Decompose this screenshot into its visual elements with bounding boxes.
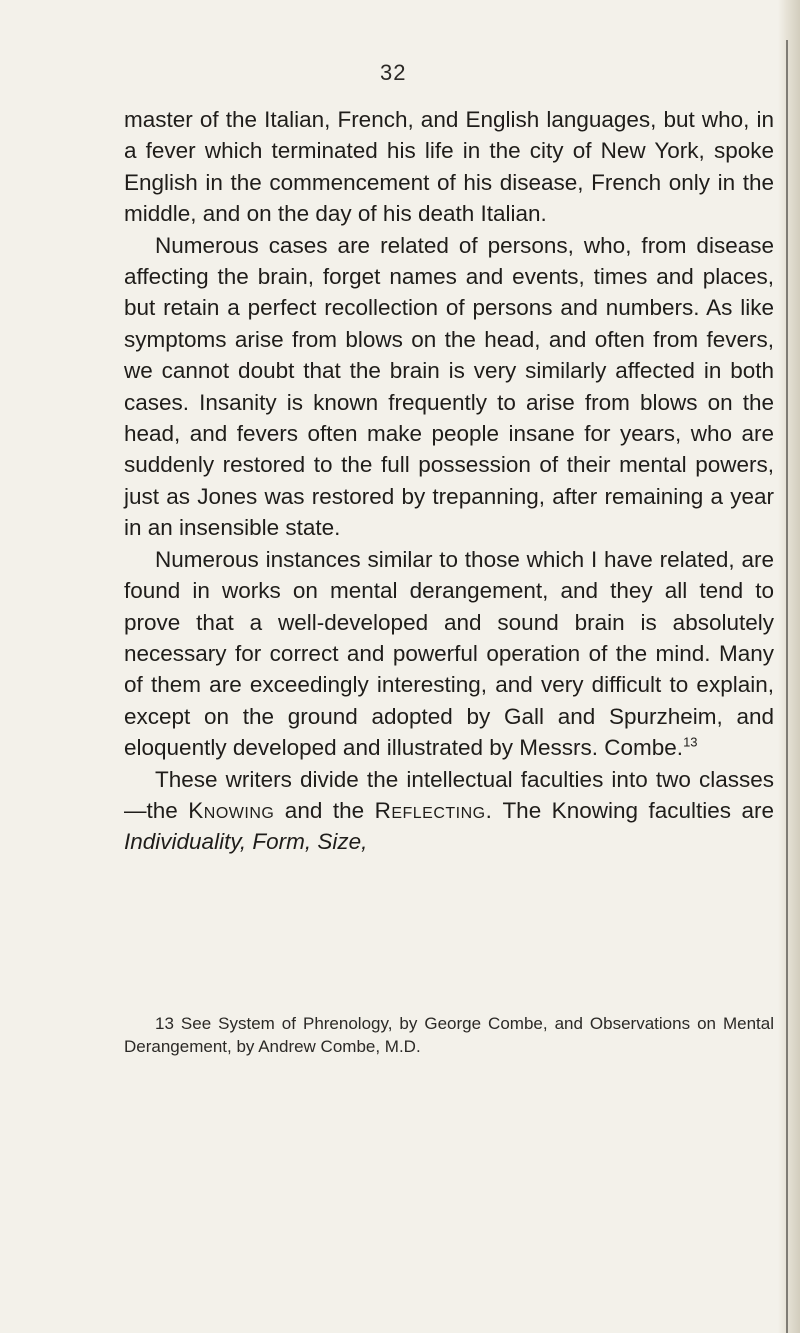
- paragraph-3-text: Numerous instances similar to those which I have related, are found in works on mental derangement, and they all tend to prove that a well-developed and sound brain is absolutely necessary for correct and powerful operation of the mind. Many of them are exceedingly interesting, and very difficult to explain, except on the ground adopted by Gall and Spurzheim, and eloquently developed and illustrated by Messrs. Combe.: [124, 546, 774, 761]
- footnote-number: 13: [155, 1014, 174, 1033]
- paragraph-4-text-a: These writers divide the intellectual faculties into two classes—the: [124, 766, 774, 823]
- page-number: 32: [380, 60, 407, 85]
- paragraph-4-text-c: The Knowing faculties are: [492, 797, 775, 823]
- faculties-list: Individuality, Form, Size,: [124, 829, 368, 855]
- reflecting-term: Reflecting.: [374, 797, 493, 823]
- knowing-term: Knowing: [188, 797, 275, 823]
- footnote-reference: 13: [683, 734, 698, 750]
- paragraph-1: master of the Italian, French, and English languages, but who, in a fever which terminated his life in the city of New York, spoke English in the commencement of his disease, French only in the middle, and on the day of his death Italian.: [124, 107, 774, 227]
- footnote-text: [124, 1013, 774, 1058]
- paragraph-3: [124, 544, 774, 764]
- paragraph-4-text-b: and the: [274, 797, 375, 823]
- paragraph-4: [124, 764, 774, 858]
- page-edge-shadow: [778, 0, 800, 1333]
- footnote: [124, 1013, 774, 1058]
- body-text: [124, 104, 774, 858]
- page-edge-line: [786, 40, 788, 1333]
- paragraph-2: Numerous cases are related of persons, who, from disease affecting the brain, forget names and events, times and places, but retain a perfect recollection of persons and numbers. As like symptoms arise from blows on the head, and often from fevers, we cannot doubt that the brain is very similarly affected in both cases. Insanity is known frequently to arise from blows on the head, and fevers often make people insane for years, who are suddenly restored to the full possession of their mental powers, just as Jones was restored by trepanning, after remaining a year in an insensible state.: [124, 232, 774, 541]
- footnote-body: See System of Phrenology, by George Combe, and Observations on Mental Derangement, by Andrew Combe, M.D.: [124, 1014, 774, 1056]
